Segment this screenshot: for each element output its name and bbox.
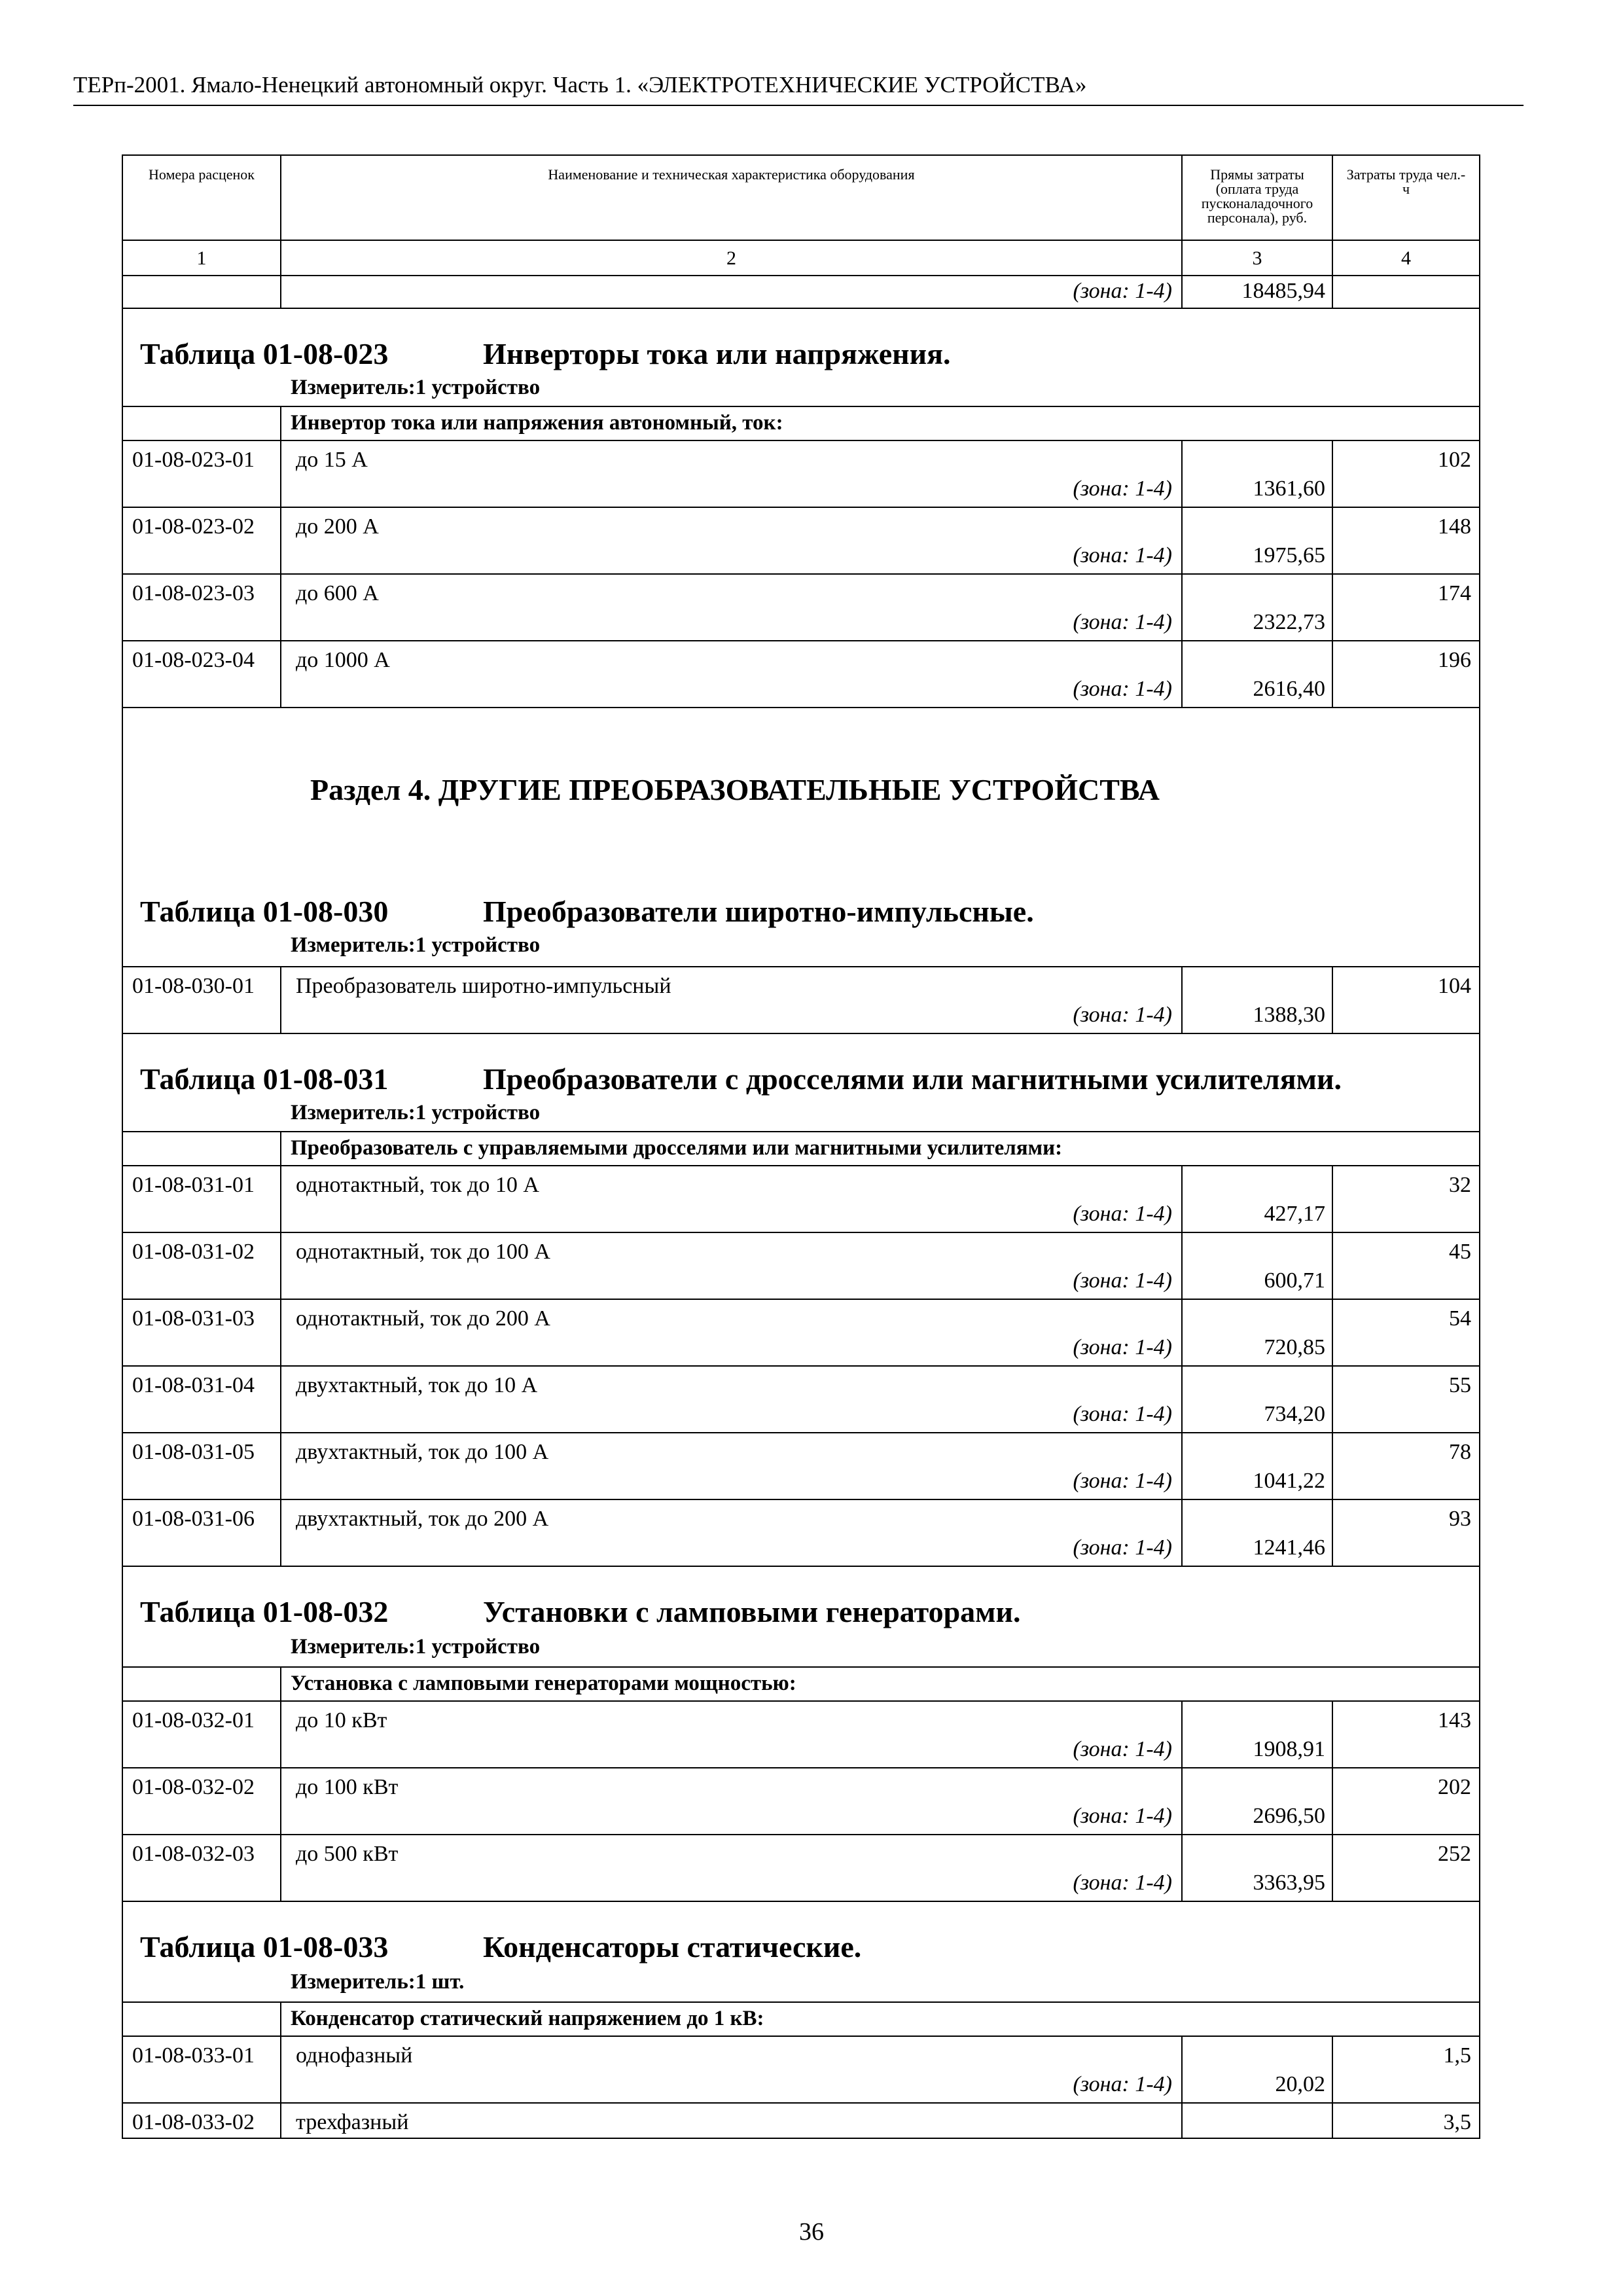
item-name: до 15 А [296, 448, 368, 472]
item-code: 01-08-031-05 [123, 1433, 281, 1499]
price-value: 2616,40 [1253, 677, 1325, 701]
labor-value: 196 [1438, 648, 1471, 672]
zone-label: (зона: 1-4) [1073, 1804, 1172, 1828]
table-heading [123, 308, 1479, 406]
table-row [123, 1432, 1479, 1499]
item-code: 01-08-031-06 [123, 1500, 281, 1566]
col-number: 1 [123, 241, 281, 275]
labor-value: 1,5 [1443, 2043, 1471, 2068]
col-header-name: Наименование и техническая характеристика оборудования [281, 156, 1183, 240]
group-label: Преобразователь с управляемыми дросселями или магнитными усилителями: [291, 1136, 1063, 1160]
group-row [123, 406, 1479, 440]
table-measure: Измеритель:1 устройство [291, 1101, 541, 1124]
labor-value: 174 [1438, 581, 1471, 605]
table-measure: Измеритель:1 шт. [291, 1970, 465, 1994]
item-code: 01-08-032-03 [123, 1835, 281, 1901]
table-row [123, 640, 1479, 707]
labor-value: 54 [1449, 1306, 1471, 1331]
table-row [123, 440, 1479, 507]
price-table [122, 154, 1480, 2139]
table-title: Конденсаторы статические. [483, 1930, 862, 1964]
table-row [123, 507, 1479, 573]
item-name: однотактный, ток до 10 А [296, 1173, 539, 1197]
zone-label: (зона: 1-4) [1073, 1535, 1172, 1560]
price-value: 1361,60 [1253, 476, 1325, 501]
labor-value: 104 [1438, 974, 1471, 998]
group-row [123, 1666, 1479, 1700]
table-row [123, 1700, 1479, 1767]
table-heading [123, 1033, 1479, 1131]
labor-value: 202 [1438, 1775, 1471, 1799]
group-label: Конденсатор статический напряжением до 1 кВ: [291, 2007, 764, 2030]
table-row [123, 2036, 1479, 2102]
table-row [123, 1165, 1479, 1232]
price-value: 20,02 [1275, 2072, 1325, 2096]
zone-label: (зона: 1-4) [1073, 476, 1172, 501]
group-label: Установка с ламповыми генераторами мощностью: [291, 1672, 796, 1695]
table-title: Преобразователи с дросселями или магнитными усилителями. [483, 1062, 1342, 1096]
table-code: Таблица 01-08-031 [140, 1062, 389, 1096]
col-number: 4 [1401, 247, 1411, 269]
table-row [123, 1767, 1479, 1834]
group-row [123, 1131, 1479, 1165]
item-code: 01-08-031-04 [123, 1367, 281, 1432]
item-name: двухтактный, ток до 200 А [296, 1507, 549, 1531]
table-measure: Измеритель:1 устройство [291, 1635, 541, 1659]
col-number: 3 [1183, 241, 1333, 275]
item-name: до 200 А [296, 514, 379, 539]
item-name: однотактный, ток до 100 А [296, 1240, 550, 1264]
table-row [123, 573, 1479, 640]
zone-label: (зона: 1-4) [1073, 677, 1172, 701]
labor-value: 102 [1438, 448, 1471, 472]
zone-label: (зона: 1-4) [1073, 1402, 1172, 1426]
table-row [123, 1499, 1479, 1566]
table-row [123, 1299, 1479, 1365]
item-name: до 10 кВт [296, 1708, 387, 1732]
item-name: однотактный, ток до 200 А [296, 1306, 550, 1331]
zone-label: (зона: 1-4) [1073, 1871, 1172, 1895]
item-name: до 600 А [296, 581, 379, 605]
item-name: Преобразователь широтно-импульсный [296, 974, 671, 998]
labor-value: 78 [1449, 1440, 1471, 1464]
zone-label: (зона: 1-4) [1073, 610, 1172, 634]
item-code: 01-08-031-01 [123, 1166, 281, 1232]
item-code: 01-08-023-01 [123, 441, 281, 507]
zone-label: (зона: 1-4) [1073, 543, 1172, 567]
price-value: 1241,46 [1253, 1535, 1325, 1560]
item-name: до 500 кВт [296, 1842, 399, 1866]
price-value: 2696,50 [1253, 1804, 1325, 1828]
price-value: 1975,65 [1253, 543, 1325, 567]
table-measure: Измеритель:1 устройство [291, 933, 541, 957]
item-code: 01-08-023-04 [123, 641, 281, 707]
item-code: 01-08-023-03 [123, 575, 281, 640]
item-name: трехфазный [296, 2110, 409, 2134]
table-code: Таблица 01-08-032 [140, 1595, 389, 1628]
col-header-labor: Затраты труда чел.-ч [1346, 166, 1466, 197]
col-header-direct-costs: Прямы затраты (оплата труда пусконаладочного персонала), руб. [1183, 156, 1333, 240]
table-heading [123, 1901, 1479, 2001]
labor-value: 55 [1449, 1373, 1471, 1397]
zone-label: (зона: 1-4) [1073, 1268, 1172, 1293]
item-code: 01-08-031-03 [123, 1300, 281, 1365]
table-code: Таблица 01-08-033 [140, 1930, 389, 1964]
zone-label: (зона: 1-4) [1073, 1335, 1172, 1359]
zone-label: (зона: 1-4) [1073, 1737, 1172, 1761]
table-title: Преобразователи широтно-импульсные. [483, 895, 1034, 928]
column-header-row [123, 156, 1479, 240]
zone-label: (зона: 1-4) [1073, 1202, 1172, 1226]
zone-label: (зона: 1-4) [1073, 2072, 1172, 2096]
zone-label: (зона: 1-4) [1073, 279, 1172, 303]
col-number: 2 [281, 241, 1183, 275]
table-code: Таблица 01-08-030 [140, 895, 389, 928]
table-measure: Измеритель:1 устройство [291, 376, 541, 399]
carry-over-row [123, 275, 1479, 308]
item-code: 01-08-032-02 [123, 1768, 281, 1834]
zone-label: (зона: 1-4) [1073, 1469, 1172, 1493]
table-title: Инверторы тока или напряжения. [483, 337, 951, 370]
column-number-row [123, 240, 1479, 275]
labor-value: 93 [1449, 1507, 1471, 1531]
price-value: 3363,95 [1253, 1871, 1325, 1895]
table-row [123, 1232, 1479, 1299]
labor-value: 143 [1438, 1708, 1471, 1732]
table-row [123, 1365, 1479, 1432]
labor-value: 3,5 [1443, 2110, 1471, 2134]
zone-label: (зона: 1-4) [1073, 1003, 1172, 1027]
item-code: 01-08-031-02 [123, 1233, 281, 1299]
price-value: 18485,94 [1241, 279, 1325, 303]
table-heading [123, 1566, 1479, 1666]
page-number: 36 [799, 2218, 824, 2246]
group-row [123, 2001, 1479, 2036]
price-value: 1041,22 [1253, 1469, 1325, 1493]
labor-value: 148 [1438, 514, 1471, 539]
item-code: 01-08-033-02 [123, 2104, 281, 2138]
item-code: 01-08-032-01 [123, 1702, 281, 1767]
price-value: 1388,30 [1253, 1003, 1325, 1027]
col-header-codes: Номера расценок [123, 156, 281, 240]
item-name: двухтактный, ток до 10 А [296, 1373, 538, 1397]
table-row [123, 2102, 1479, 2138]
item-code: 01-08-030-01 [123, 967, 281, 1033]
item-name: двухтактный, ток до 100 А [296, 1440, 549, 1464]
price-value: 720,85 [1264, 1335, 1325, 1359]
section-title: Раздел 4. ДРУГИЕ ПРЕОБРАЗОВАТЕЛЬНЫЕ УСТРОЙСТВА [310, 773, 1160, 806]
price-value: 1908,91 [1253, 1737, 1325, 1761]
table-title: Установки с ламповыми генераторами. [483, 1595, 1021, 1628]
item-name: до 100 кВт [296, 1775, 399, 1799]
table-row [123, 1834, 1479, 1901]
price-value: 734,20 [1264, 1402, 1325, 1426]
item-code: 01-08-023-02 [123, 508, 281, 573]
group-label: Инвертор тока или напряжения автономный, ток: [291, 411, 783, 435]
price-value: 600,71 [1264, 1268, 1325, 1293]
section-heading-block [123, 707, 1479, 966]
table-code: Таблица 01-08-023 [140, 337, 389, 370]
price-value: 427,17 [1264, 1202, 1325, 1226]
price-value: 2322,73 [1253, 610, 1325, 634]
item-name: однофазный [296, 2043, 413, 2068]
item-code: 01-08-033-01 [123, 2037, 281, 2102]
running-header: ТЕРп-2001. Ямало-Ненецкий автономный округ. Часть 1. «ЭЛЕКТРОТЕХНИЧЕСКИЕ УСТРОЙСТВА» [73, 72, 1524, 106]
labor-value: 32 [1449, 1173, 1471, 1197]
labor-value: 45 [1449, 1240, 1471, 1264]
table-row [123, 966, 1479, 1033]
labor-value: 252 [1438, 1842, 1471, 1866]
item-name: до 1000 А [296, 648, 390, 672]
